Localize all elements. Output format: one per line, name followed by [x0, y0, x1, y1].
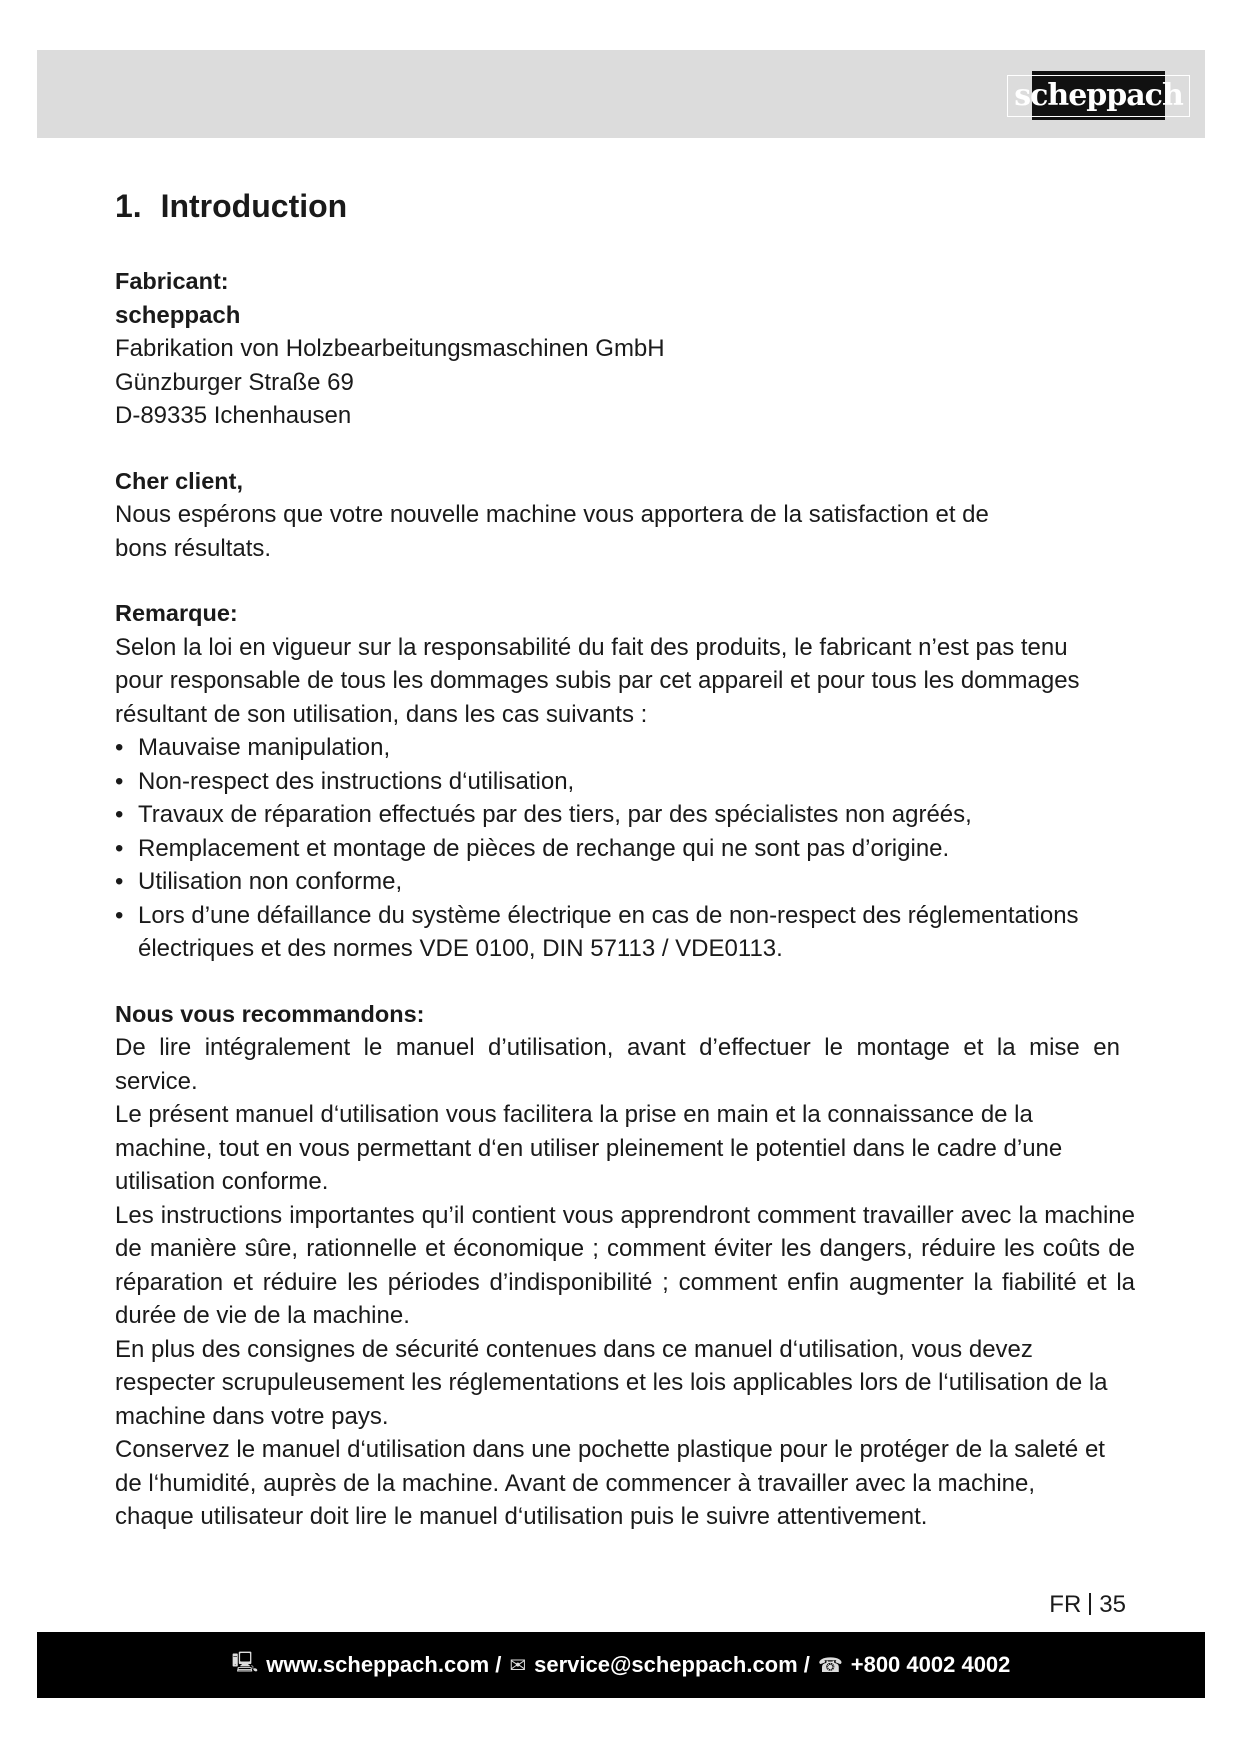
manufacturer-line: D-89335 Ichenhausen [115, 402, 352, 429]
page-separator [1089, 1593, 1091, 1615]
logo-text: scheppach [1007, 75, 1190, 117]
manufacturer-line: Günzburger Straße 69 [115, 368, 354, 396]
recommend-paragraph: Le présent manuel d‘utilisation vous facilitera la prise en main et la connaissance de la machine, tout en vous permettant d‘en utiliser pleinement le potentiel dans le cadre d’une utilisation conforme. [115, 1101, 1063, 1195]
footer-separator: / [803, 1652, 810, 1677]
section-number: 1. [115, 188, 142, 224]
recommend-label: Nous vous recommandons: [115, 1000, 425, 1027]
list-item: • Lors d’une défaillance du système électrique en cas de non-respect des réglementations électriques et des normes VDE 0100, DIN 57113 / VDE0113. [115, 899, 1133, 966]
customer-text: Nous espérons que votre nouvelle machine vous apportera de la satisfaction et de bons résultats. [115, 501, 989, 562]
section-title-text: Introduction [160, 188, 348, 224]
list-item: • Remplacement et montage de pièces de rechange qui ne sont pas d’origine. [115, 832, 1135, 866]
footer-phone[interactable]: +800 4002 4002 [850, 1652, 1011, 1677]
recommend-paragraph: Conservez le manuel d‘utilisation dans une pochette plastique pour le protéger de la saleté et de l‘humidité, auprès de la machine. Avant de commencer à travailler avec la machine, chaque utilisateur doit lire le manuel d‘utilisation puis le suivre attentivement. [115, 1436, 1105, 1530]
page-language: FR [1049, 1591, 1082, 1618]
header-band [37, 50, 1205, 138]
manufacturer-line: Fabrikation von Holzbearbeitungsmaschinen GmbH [115, 335, 665, 362]
document-body [115, 184, 1135, 1534]
footer-website[interactable]: www.scheppach.com [266, 1652, 490, 1677]
scheppach-logo [1014, 71, 1183, 120]
remark-list [115, 731, 1135, 966]
list-item: • Non-respect des instructions d‘utilisation, [115, 765, 1135, 799]
manufacturer-label: Fabricant: [115, 268, 229, 294]
phone-icon: ☎ [817, 1654, 843, 1677]
computer-icon: 🖳 [231, 1652, 259, 1674]
customer-block [115, 465, 1135, 566]
footer-separator: / [495, 1652, 502, 1677]
recommend-paragraph: Les instructions importantes qu’il contient vous apprendront comment travailler avec la machine de manière sûre, rationnelle et économique ; comment éviter les dangers, réduire les coûts de réparation et réduire les périodes d’indisponibilité ; comment enfin augmenter la fiabilité et la durée de vie de la machine. [115, 1201, 1135, 1329]
manufacturer-name: scheppach [115, 301, 241, 329]
manufacturer-block [115, 265, 1135, 433]
section-title [115, 184, 1135, 228]
recommend-block [115, 998, 1135, 1534]
email-icon: ✉ [509, 1654, 527, 1677]
footer-email[interactable]: service@scheppach.com [534, 1652, 798, 1677]
remark-label: Remarque: [115, 600, 238, 626]
list-item: • Travaux de réparation effectués par des tiers, par des spécialistes non agréés, [115, 798, 1135, 832]
footer-bar [37, 1632, 1205, 1698]
recommend-paragraph: En plus des consignes de sécurité contenues dans ce manuel d‘utilisation, vous devez respecter scrupuleusement les réglementations et les lois applicables lors de l‘utilisation de la machine dans votre pays. [115, 1335, 1108, 1430]
remark-block [115, 597, 1135, 966]
customer-label: Cher client, [115, 467, 243, 494]
page-number-value: 35 [1099, 1591, 1126, 1618]
remark-text: Selon la loi en vigueur sur la responsabilité du fait des produits, le fabricant n’est pas tenu pour responsable de tous les dommages subis par cet appareil et pour tous les dommages résultant de son utilisation, dans les cas suivants : [115, 633, 1080, 728]
list-item: • Utilisation non conforme, [115, 865, 1135, 899]
page-number [1049, 1591, 1126, 1619]
recommend-paragraph: De lire intégralement le manuel d’utilisation, avant d’effectuer le montage et la mise en service. [115, 1034, 1120, 1095]
list-item: • Mauvaise manipulation, [115, 731, 1135, 765]
